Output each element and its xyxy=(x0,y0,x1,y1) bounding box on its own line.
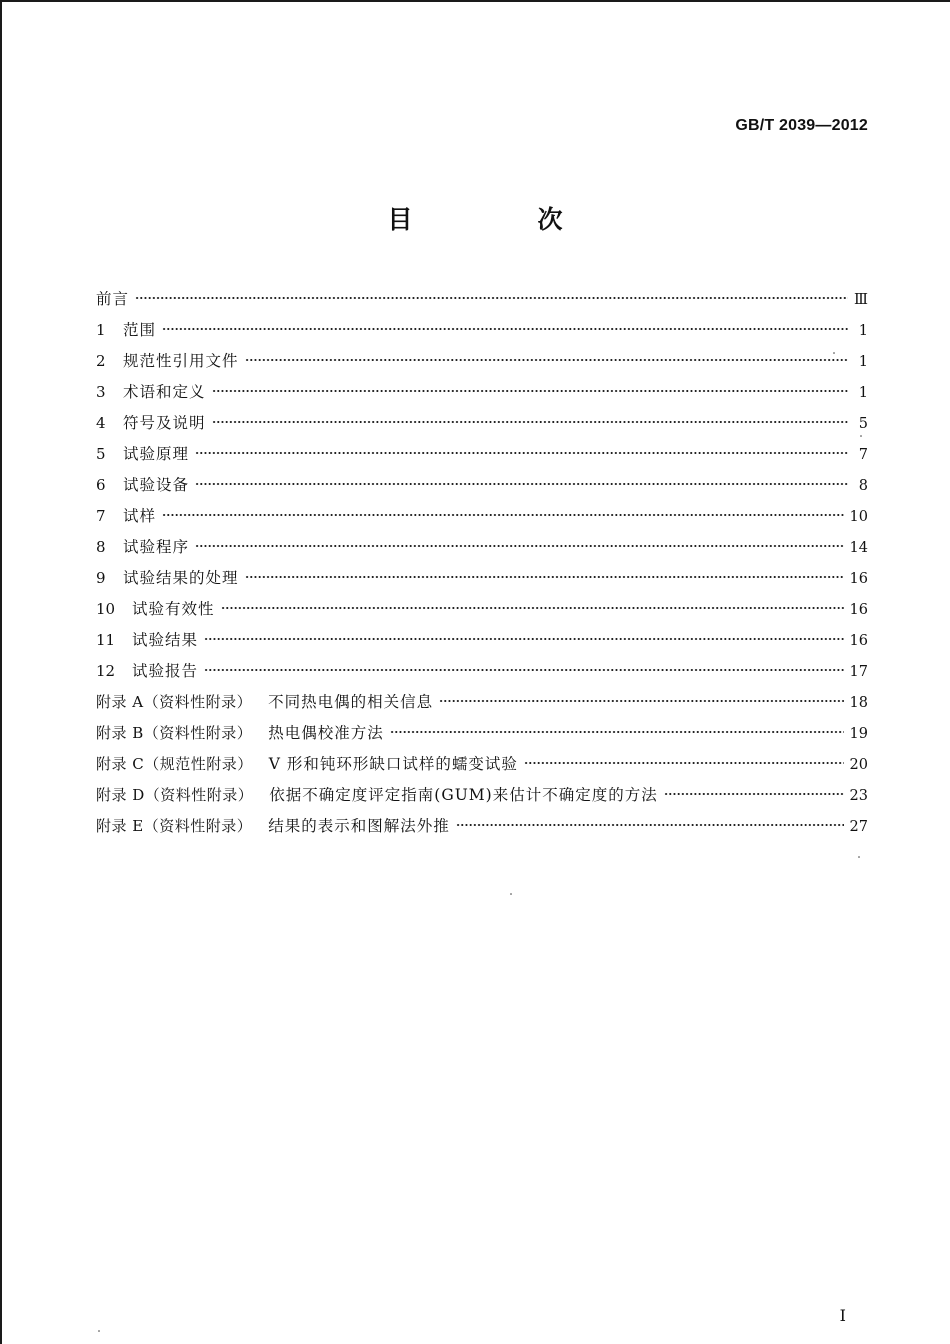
toc-entry-8[interactable] xyxy=(96,532,868,563)
toc-entry-title: V 形和钝环形缺口试样的蠕变试验 xyxy=(268,755,518,773)
toc-entry-appendix-e[interactable] xyxy=(96,811,868,842)
toc-entry-page: 16 xyxy=(849,571,868,587)
toc-entry-7[interactable] xyxy=(96,501,868,532)
toc-entry-number: 12 xyxy=(96,662,116,680)
dot-leader xyxy=(195,482,848,486)
toc-entry-page: 27 xyxy=(849,819,868,835)
toc-entry-number: 4 xyxy=(96,414,106,432)
toc-entry-page: 10 xyxy=(849,509,868,525)
page-title: 目 次 xyxy=(387,205,613,234)
toc-entry-number: 附录 B（资料性附录） xyxy=(96,724,253,742)
dot-leader xyxy=(390,730,844,734)
dot-leader xyxy=(664,792,844,796)
toc-entry-1[interactable] xyxy=(96,315,868,346)
scan-speck xyxy=(860,435,862,437)
dot-leader xyxy=(221,606,844,610)
scan-speck xyxy=(98,1330,100,1332)
toc-entry-number: 2 xyxy=(96,352,106,370)
dot-leader xyxy=(195,544,844,548)
dot-leader xyxy=(162,513,844,517)
dot-leader xyxy=(212,389,848,393)
toc-entry-title: 试验结果的处理 xyxy=(123,569,239,587)
toc-entry-number: 9 xyxy=(96,569,106,587)
toc-entry-number: 8 xyxy=(96,538,106,556)
toc-entry-title: 结果的表示和图解法外推 xyxy=(268,817,450,835)
toc-entry-number: 附录 A（资料性附录） xyxy=(96,693,253,711)
dot-leader xyxy=(212,420,848,424)
standard-code: GB/T 2039—2012 xyxy=(735,117,868,134)
toc-entry-number: 附录 C（规范性附录） xyxy=(96,755,253,773)
toc-entry-number: 7 xyxy=(96,507,106,525)
toc-entry-appendix-c[interactable] xyxy=(96,749,868,780)
toc-entry-page: 8 xyxy=(858,478,868,494)
toc-entry-number: 附录 E（资料性附录） xyxy=(96,817,253,835)
toc-entry-11[interactable] xyxy=(96,625,868,656)
toc-entry-page: 23 xyxy=(849,788,868,804)
toc-entry-title: 试验程序 xyxy=(123,538,190,556)
toc-entry-title: 符号及说明 xyxy=(123,414,206,432)
toc-entry-page: 14 xyxy=(849,540,868,556)
toc-entry-number: 1 xyxy=(96,321,106,339)
toc-entry-number: 附录 D（资料性附录） xyxy=(96,786,254,804)
toc-entry-title: 范围 xyxy=(123,321,157,339)
toc-entry-page: 1 xyxy=(858,385,868,401)
scan-speck xyxy=(510,893,512,895)
toc-entry-page: 7 xyxy=(858,447,868,463)
dot-leader xyxy=(135,296,848,300)
toc-entry-3[interactable] xyxy=(96,377,868,408)
toc-entry-title: 试验设备 xyxy=(123,476,190,494)
toc-entry-foreword[interactable] xyxy=(96,284,868,315)
toc-entry-9[interactable] xyxy=(96,563,868,594)
toc-entry-title: 试验原理 xyxy=(123,445,190,463)
toc-entry-4[interactable] xyxy=(96,408,868,439)
toc-entry-title: 术语和定义 xyxy=(123,383,206,401)
scan-speck xyxy=(833,352,835,354)
toc-entry-number: 5 xyxy=(96,445,106,463)
toc-entry-appendix-d[interactable] xyxy=(96,780,868,811)
toc-entry-page: 18 xyxy=(849,695,868,711)
dot-leader xyxy=(195,451,848,455)
dot-leader xyxy=(204,668,844,672)
table-of-contents xyxy=(96,284,868,842)
toc-entry-page: 5 xyxy=(858,416,868,432)
toc-entry-title: 依据不确定度评定指南(GUM)来估计不确定度的方法 xyxy=(269,786,658,804)
toc-entry-title: 不同热电偶的相关信息 xyxy=(268,693,434,711)
toc-entry-2[interactable] xyxy=(96,346,868,377)
toc-entry-page: 17 xyxy=(849,664,868,680)
toc-entry-title: 热电偶校准方法 xyxy=(268,724,384,742)
toc-entry-page: 1 xyxy=(858,323,868,339)
toc-entry-title: 试验报告 xyxy=(132,662,199,680)
dot-leader xyxy=(204,637,844,641)
toc-entry-number: 11 xyxy=(96,631,116,649)
toc-entry-appendix-a[interactable] xyxy=(96,687,868,718)
scan-speck xyxy=(858,856,860,858)
toc-entry-5[interactable] xyxy=(96,439,868,470)
dot-leader xyxy=(524,761,844,765)
toc-entry-number: 10 xyxy=(96,600,116,618)
toc-entry-title: 试验有效性 xyxy=(132,600,215,618)
toc-entry-page: 20 xyxy=(849,757,868,773)
dot-leader xyxy=(456,823,844,827)
toc-entry-10[interactable] xyxy=(96,594,868,625)
toc-entry-title: 试验结果 xyxy=(132,631,199,649)
dot-leader xyxy=(162,327,848,331)
scan-edge-top xyxy=(0,0,950,2)
toc-entry-title: 前言 xyxy=(96,290,130,308)
toc-entry-title: 试样 xyxy=(123,507,157,525)
toc-entry-page: 16 xyxy=(849,633,868,649)
toc-entry-number: 3 xyxy=(96,383,106,401)
toc-entry-appendix-b[interactable] xyxy=(96,718,868,749)
toc-entry-page: 1 xyxy=(858,354,868,370)
toc-entry-title: 规范性引用文件 xyxy=(123,352,239,370)
page-folio: I xyxy=(839,1306,846,1325)
toc-entry-6[interactable] xyxy=(96,470,868,501)
dot-leader xyxy=(439,699,843,703)
toc-entry-page: 16 xyxy=(849,602,868,618)
dot-leader xyxy=(245,575,844,579)
toc-entry-page: Ⅲ xyxy=(854,292,868,308)
toc-entry-page: 19 xyxy=(849,726,868,742)
toc-entry-number: 6 xyxy=(96,476,106,494)
toc-entry-12[interactable] xyxy=(96,656,868,687)
dot-leader xyxy=(245,358,848,362)
